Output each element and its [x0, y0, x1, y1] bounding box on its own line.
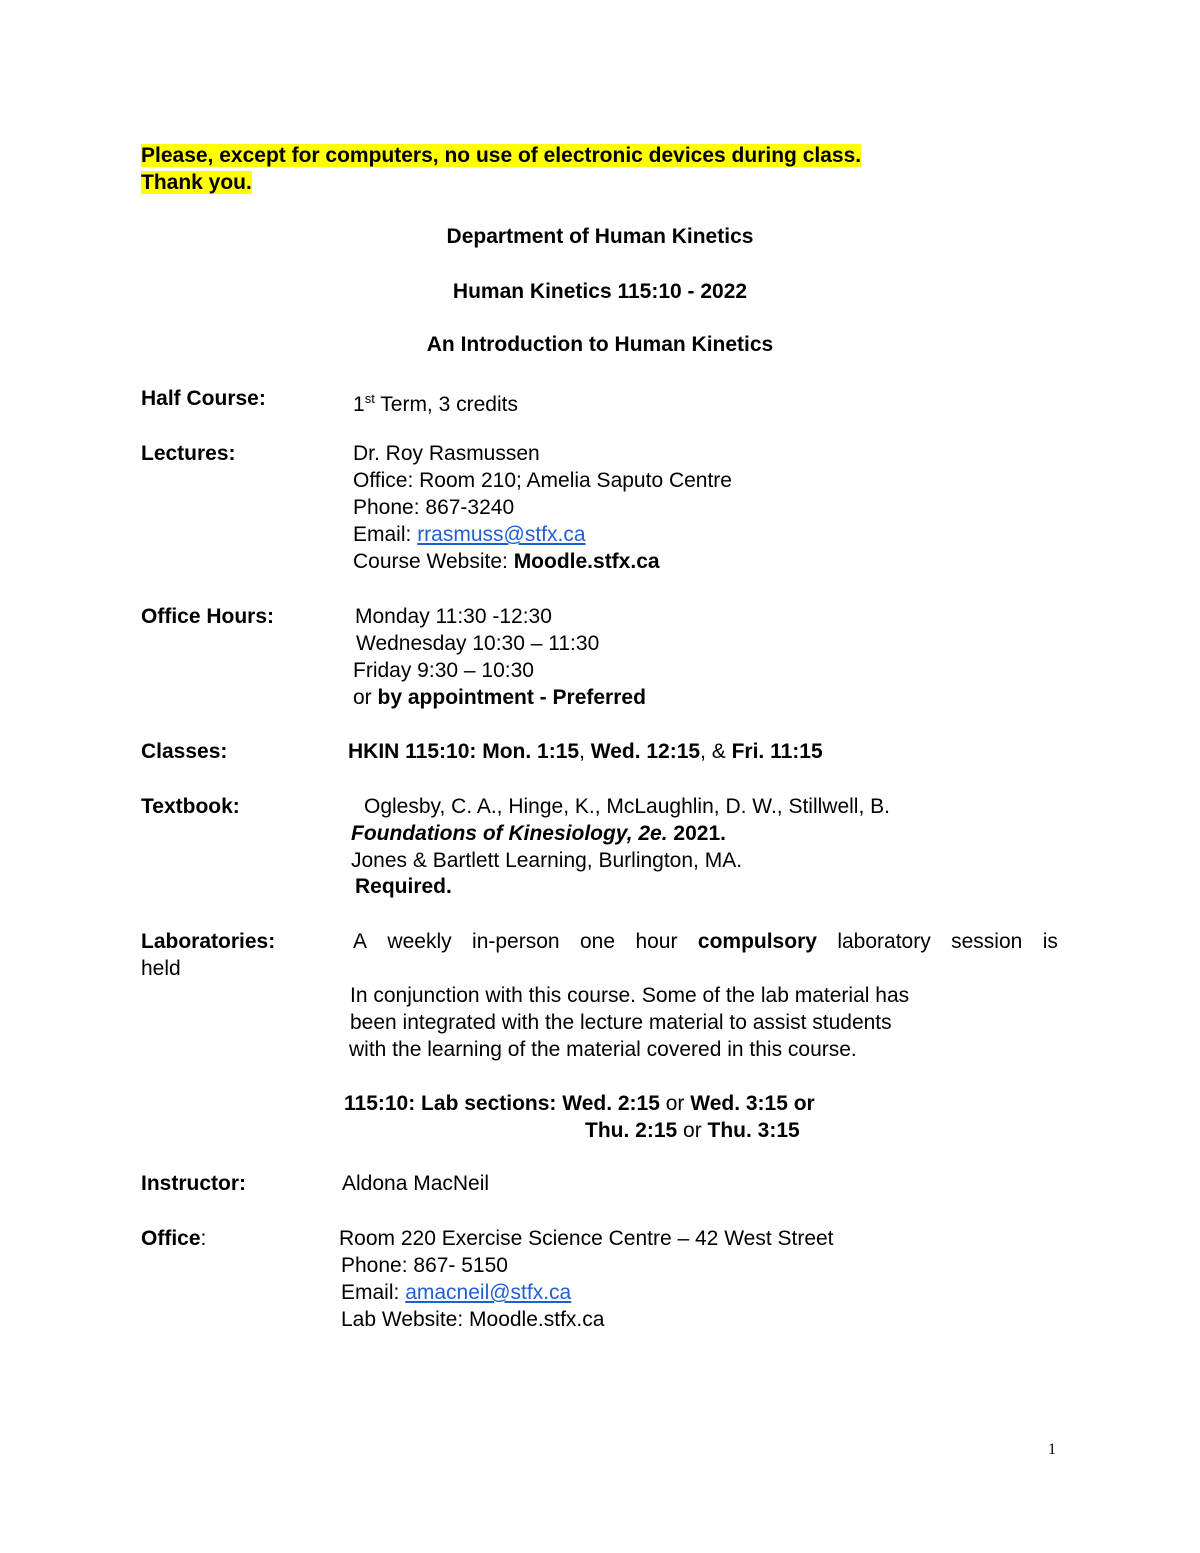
lecturer-office: Office: Room 210; Amelia Saputo Centre: [353, 469, 732, 492]
lab-sections-line-1: 115:10: Lab sections: Wed. 2:15 or Wed. 3:15 or: [344, 1092, 815, 1115]
office-hours-label: Office Hours:: [141, 605, 275, 628]
textbook-label: Textbook:: [141, 795, 240, 818]
office-phone: Phone: 867- 5150: [341, 1254, 508, 1277]
laboratories-description-line: A weekly in-person one hour compulsory laboratory session is: [353, 930, 1058, 953]
laboratories-held: held: [141, 957, 181, 980]
office-hours-appointment: or by appointment - Preferred: [353, 686, 646, 709]
textbook-title-line: Foundations of Kinesiology, 2e. 2021.: [351, 822, 726, 845]
course-website-line: Course Website: Moodle.stfx.ca: [353, 550, 660, 573]
office-label: Office:: [141, 1227, 207, 1250]
lecturer-email-link[interactable]: rrasmuss@stfx.ca: [417, 523, 586, 546]
lab-sections-line-2: Thu. 2:15 or Thu. 3:15: [585, 1119, 800, 1142]
lab-website: Lab Website: Moodle.stfx.ca: [341, 1308, 605, 1331]
lectures-label: Lectures:: [141, 442, 236, 465]
office-email-line: Email: amacneil@stfx.ca: [341, 1279, 603, 1306]
textbook-required: Required.: [355, 875, 452, 898]
lecturer-name: Dr. Roy Rasmussen: [353, 442, 540, 465]
laboratories-label: Laboratories:: [141, 930, 276, 953]
textbook-authors: Oglesby, C. A., Hinge, K., McLaughlin, D. W., Stillwell, B.: [364, 795, 890, 818]
lecturer-email-line: Email: rrasmuss@stfx.ca: [353, 523, 586, 546]
page-number: 1: [1048, 1441, 1056, 1458]
office-room: Room 220 Exercise Science Centre – 42 West Street: [339, 1227, 834, 1250]
lecturer-phone: Phone: 867-3240: [353, 496, 515, 519]
laboratories-para-1: In conjunction with this course. Some of the lab material has: [350, 984, 910, 1007]
office-hours-friday: Friday 9:30 – 10:30: [353, 659, 534, 682]
notice-line-1: Please, except for computers, no use of electronic devices during class.: [141, 144, 862, 167]
instructor-name: Aldona MacNeil: [342, 1172, 490, 1195]
laboratories-para-2: been integrated with the lecture material to assist students: [350, 1011, 892, 1034]
office-hours-wednesday: Wednesday 10:30 – 11:30: [356, 632, 600, 655]
notice-line-2: Thank you.: [141, 171, 252, 194]
instructor-label: Instructor:: [141, 1172, 246, 1195]
textbook-publisher: Jones & Bartlett Learning, Burlington, MA.: [351, 849, 743, 872]
course-title: An Introduction to Human Kinetics: [426, 333, 774, 356]
half-course-label: Half Course:: [141, 387, 266, 410]
laboratories-para-3: with the learning of the material covered in this course.: [349, 1038, 857, 1061]
department-title: Department of Human Kinetics: [446, 225, 754, 248]
course-code: Human Kinetics 115:10 - 2022: [452, 280, 748, 303]
classes-schedule: HKIN 115:10: Mon. 1:15, Wed. 12:15, & Fri. 11:15: [348, 740, 823, 763]
classes-label: Classes:: [141, 740, 228, 763]
office-hours-monday: Monday 11:30 -12:30: [355, 605, 552, 628]
instructor-email-link[interactable]: amacneil@stfx.ca: [405, 1281, 572, 1304]
half-course-value: 1st Term, 3 credits: [353, 391, 518, 416]
